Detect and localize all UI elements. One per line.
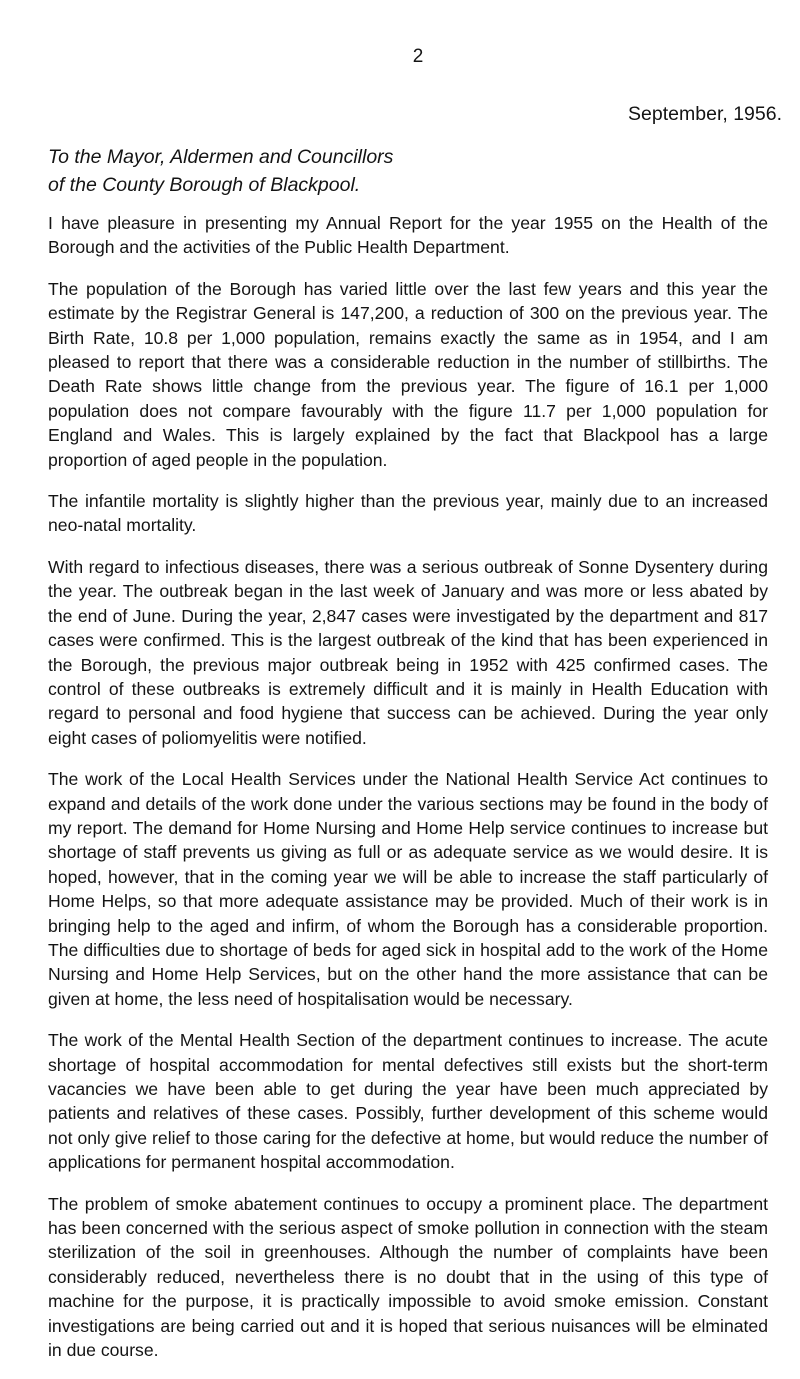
paragraph-infectious-diseases: With regard to infectious diseases, there was a serious outbreak of Sonne Dysentery during the year. The outbreak began in the last week of January and was more or less abated by the end of June. During the year, 2,847 cases were investigated by the department and 817 cases were confirmed. This is the largest outbreak of the kind that has been experienced in the Borough, the previous major outbreak being in 1952 with 425 confirmed cases. The control of these outbreaks is extremely difficult and it is mainly in Health Education with regard to personal and food hygiene that success can be achieved. During the year only eight cases of poliomyelitis were notified. xyxy=(48,556,768,748)
letter-date: September, 1956. xyxy=(628,103,782,125)
paragraph-local-health-services: The work of the Local Health Services under the National Health Service Act continues to expand and details of the work done under the various sections may be found in the body of my report. The demand for Home Nursing and Home Help service continues to increase but shortage of staff prevents us giving as full or as adequate service as we would desire. It is hoped, however, that in the coming year we will be able to increase the staff particularly of Home Helps, so that more adequate assistance may be provided. Much of their work is in bringing help to the aged and infirm, of whom the Borough has a considerable proportion. The difficulties due to shortage of beds for aged sick in hospital add to the work of the Home Nursing and Home Help Services, but on the other hand the more assistance that can be given at home, the less need of hospitalisation would be necessary. xyxy=(48,769,768,1009)
paragraph-mental-health: The work of the Mental Health Section of the department continues to increase. The acute shortage of hospital accommodation for mental defectives still exists but the short-term vacancies we have been able to get during the year have been much appreciated by patients and relatives of these cases. Possibly, further development of this scheme would not only give relief to those caring for the defective at home, but would reduce the number of applications for permanent hospital accommodation. xyxy=(48,1030,768,1173)
document-page xyxy=(48,0,782,1361)
paragraph-smoke-abatement: The problem of smoke abatement continues to occupy a prominent place. The department has been concerned with the serious aspect of smoke pollution in connection with the steam sterilization of the soil in greenhouses. Although the number of complaints have been considerably reduced, nevertheless there is no doubt that in the using of this type of machine for the purpose, it is practically impossible to avoid smoke emission. Constant investigations are being carried out and it is hoped that serious nuisances will be elminated in due course. xyxy=(48,1193,768,1361)
paragraph-introduction: I have pleasure in presenting my Annual Report for the year 1955 on the Health of the Borough and the activities of the Public Health Department. xyxy=(48,213,768,258)
paragraph-population: The population of the Borough has varied little over the last few years and this year the estimate by the Registrar General is 147,200, a reduction of 300 on the previous year. The Birth Rate, 10.8 per 1,000 population, remains exactly the same as in 1954, and I am pleased to report that there was a considerable reduction in the number of stillbirths. The Death Rate shows little change from the previous year. The figure of 16.1 per 1,000 population does not compare favourably with the figure 11.7 per 1,000 population for England and Wales. This is largely explained by the fact that Blackpool has a large proportion of aged people in the population. xyxy=(48,278,768,470)
paragraph-infantile-mortality: The infantile mortality is slightly higher than the previous year, mainly due to an increased neo-natal mortality. xyxy=(48,491,768,536)
addressee-line-2: of the County Borough of Blackpool. xyxy=(48,174,361,196)
page-number: 2 xyxy=(412,46,424,67)
report-body xyxy=(48,211,768,1379)
addressee-block xyxy=(48,143,393,199)
addressee-line-1: To the Mayor, Aldermen and Councillors xyxy=(48,146,394,168)
